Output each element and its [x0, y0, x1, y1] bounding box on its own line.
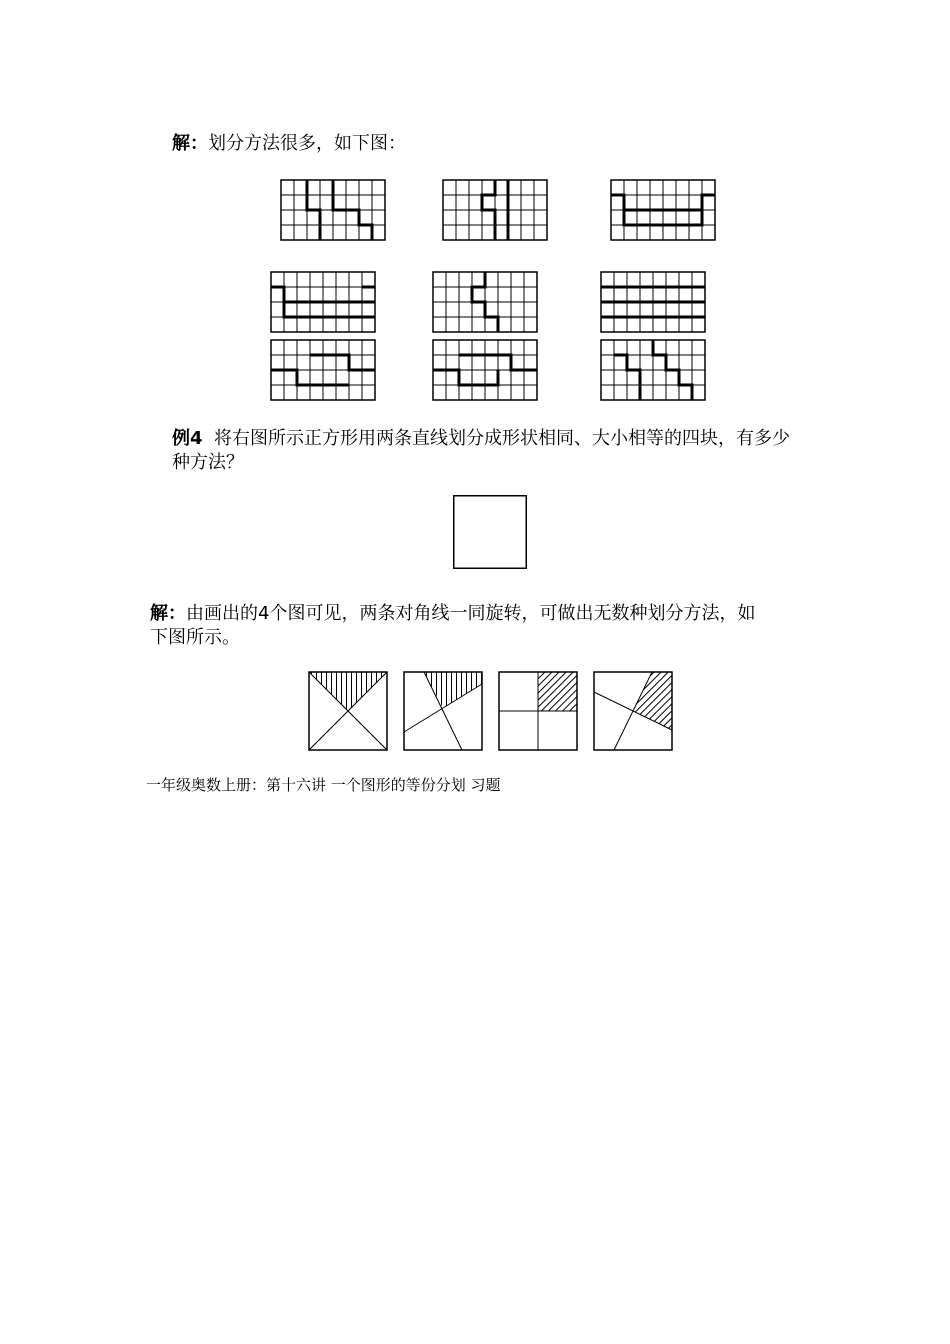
- example-text-1: 将右图所示正方形用两条直线划分成形状相同、大小相等的四块，有多少: [213, 428, 790, 449]
- example-4-line-2: [172, 452, 244, 474]
- example-text-2: 种方法？: [172, 452, 244, 473]
- solution-text: 划分方法很多，如下图：: [208, 133, 406, 154]
- divided-square-1: [309, 672, 387, 750]
- solution-label: 解：: [172, 133, 208, 154]
- square-figure: [453, 495, 527, 569]
- grid-figure-5: [433, 272, 537, 332]
- grid-figure-4: [271, 272, 375, 332]
- grid-figure-7: [271, 340, 375, 400]
- example-label: 例4: [172, 428, 203, 449]
- grid-figures: [0, 0, 950, 420]
- divided-squares: [0, 668, 950, 758]
- footer-caption: 一年级奥数上册：第十六讲 一个图形的等份分划 习题: [146, 776, 501, 794]
- solution-2-text-1: 由画出的4个图可见，两条对角线一同旋转，可做出无数种划分方法，如: [186, 603, 756, 624]
- grid-figure-2: [443, 180, 547, 240]
- grid-figure-9: [601, 340, 705, 400]
- solution-2-text-2: 下图所示。: [150, 627, 240, 648]
- grid-figure-6: [601, 272, 705, 332]
- divided-square-4: [594, 672, 672, 750]
- solution-2-label: 解：: [150, 603, 186, 624]
- grid-figure-8: [433, 340, 537, 400]
- example-4-line-1: [172, 428, 790, 450]
- grid-figure-1: [281, 180, 385, 240]
- solution-2-line-1: [150, 603, 755, 625]
- grid-figure-3: [611, 180, 715, 240]
- divided-square-3: [499, 672, 577, 750]
- solution-2-line-2: [150, 627, 240, 649]
- divided-square-2: [404, 672, 482, 750]
